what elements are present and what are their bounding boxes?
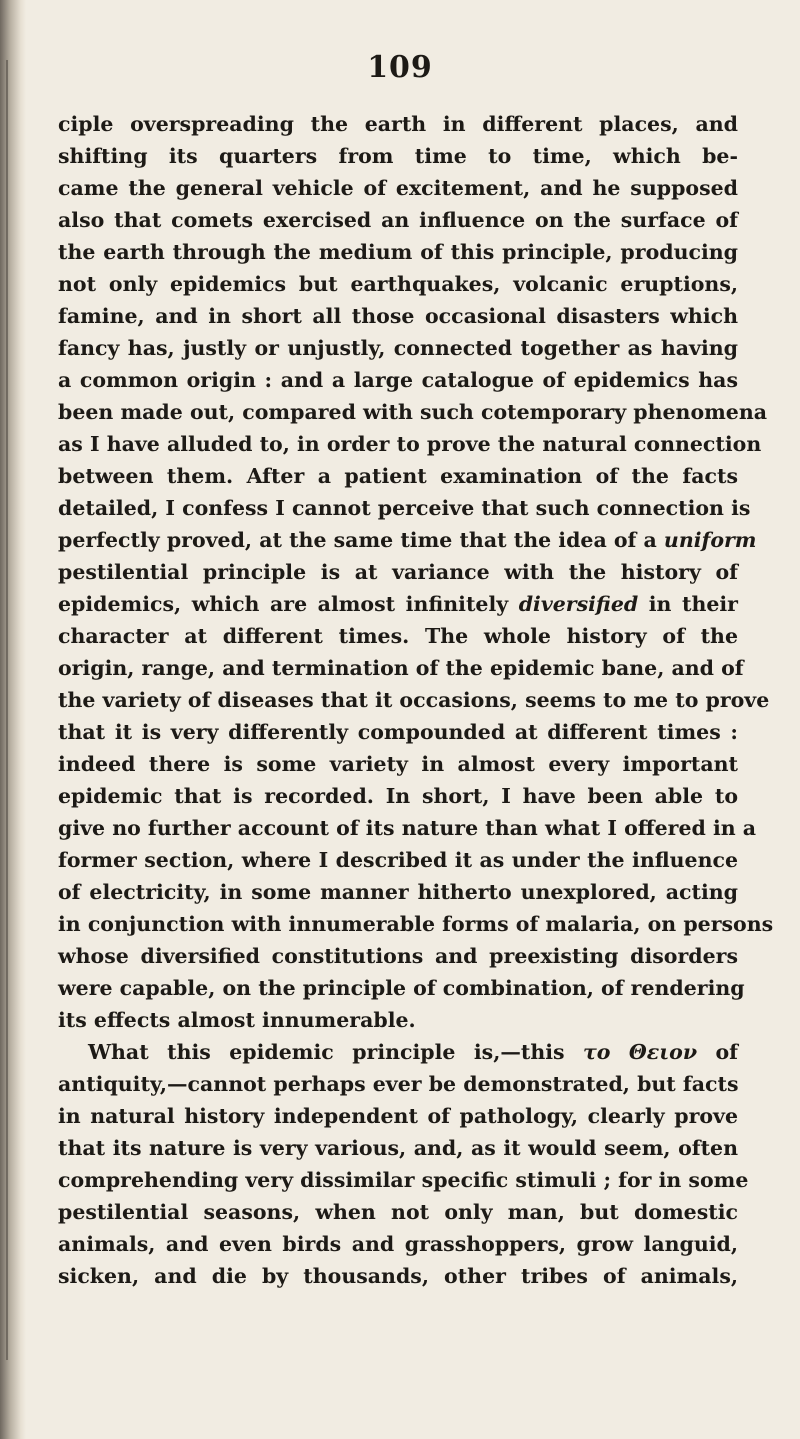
text-line: former section, where I described it as under the influence xyxy=(58,848,738,872)
text-line: famine, and in short all those occasional disasters which xyxy=(58,304,738,328)
text-line: pestilential seasons, when not only man, but domestic xyxy=(58,1200,738,1224)
text-span: of xyxy=(697,1040,738,1064)
text-line: antiquity,—cannot perhaps ever be demonstrated, but facts xyxy=(58,1072,739,1096)
italic-phrase: diversified xyxy=(518,592,639,616)
text-line: indeed there is some variety in almost every important xyxy=(58,752,738,776)
text-line: that its nature is very various, and, as it would seem, often xyxy=(58,1136,738,1160)
text-line: between them. After a patient examination of the facts xyxy=(58,464,738,488)
text-line: a common origin : and a large catalogue of epidemics has xyxy=(58,368,738,392)
page-binding-shadow xyxy=(0,0,26,1439)
text-line: the earth through the medium of this principle, producing xyxy=(58,240,738,264)
text-line: ciple overspreading the earth in different places, and xyxy=(58,112,738,136)
text-line: give no further account of its nature than what I offered in a xyxy=(58,816,757,840)
text-line: epidemic that is recorded. In short, I have been able to xyxy=(58,784,738,808)
text-line: of electricity, in some manner hitherto unexplored, acting xyxy=(58,880,738,904)
text-span: epidemics, which are almost infinitely xyxy=(58,592,519,616)
text-span: in their xyxy=(638,592,738,616)
text-line: detailed, I confess I cannot perceive that such connection is xyxy=(58,496,751,520)
text-line xyxy=(58,588,738,620)
text-line: shifting its quarters from time to time, which be- xyxy=(58,144,738,168)
text-line: character at different times. The whole history of the xyxy=(58,624,738,648)
italic-phrase: το Θειον xyxy=(583,1040,698,1064)
text-line: as I have alluded to, in order to prove the natural connection xyxy=(58,432,762,456)
text-line: the variety of diseases that it occasions, seems to me to prove xyxy=(58,688,770,712)
text-line: in natural history independent of pathology, clearly prove xyxy=(58,1104,738,1128)
text-line: origin, range, and termination of the epidemic bane, and of xyxy=(58,656,744,680)
text-line: also that comets exercised an influence on the surface of xyxy=(58,208,738,232)
text-line: comprehending very dissimilar specific stimuli ; for in some xyxy=(58,1168,749,1192)
text-line: in conjunction with innumerable forms of malaria, on persons xyxy=(58,912,774,936)
text-line: fancy has, justly or unjustly, connected together as having xyxy=(58,336,738,360)
text-line: animals, and even birds and grasshoppers, grow languid, xyxy=(58,1232,738,1256)
text-line: its effects almost innumerable. xyxy=(58,1008,416,1032)
text-line: been made out, compared with such cotemporary phenomena xyxy=(58,400,768,424)
text-line: that it is very differently compounded at different times : xyxy=(58,720,738,744)
body-text xyxy=(58,108,774,1292)
text-line: came the general vehicle of excitement, and he supposed xyxy=(58,176,738,200)
text-line: pestilential principle is at variance with the history of xyxy=(58,560,738,584)
italic-phrase: uniform xyxy=(663,528,757,552)
text-line: whose diversified constitutions and preexisting disorders xyxy=(58,944,738,968)
text-line xyxy=(58,524,757,556)
text-line xyxy=(58,1036,738,1068)
text-line: sicken, and die by thousands, other tribes of animals, xyxy=(58,1264,738,1288)
page-number: 109 xyxy=(367,50,433,85)
text-span: What this epidemic principle is,—this xyxy=(88,1040,584,1064)
page-binding-edge xyxy=(6,60,8,1360)
text-line: were capable, on the principle of combination, of rendering xyxy=(58,976,745,1000)
text-line: not only epidemics but earthquakes, volcanic eruptions, xyxy=(58,272,738,296)
text-span: perfectly proved, at the same time that the idea of a xyxy=(58,528,664,552)
